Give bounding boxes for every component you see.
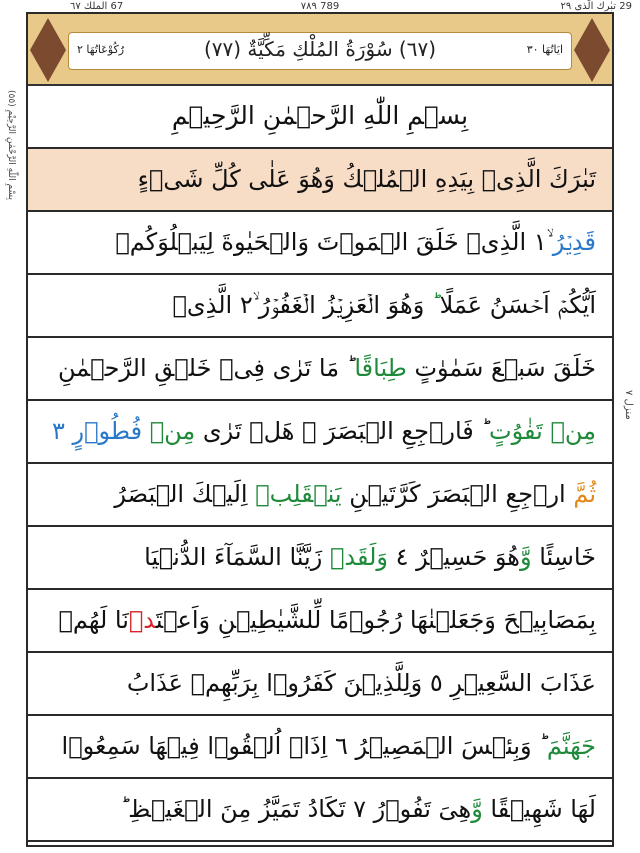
- verse-line: [28, 779, 612, 842]
- verse-text-segment: هِىَ تَفُوۡرُ ٧ تَكَادُ تَمَيَّزُ مِنَ الۡغَيۡظِ ؕ: [120, 795, 472, 823]
- verse-text-segment: وَهُوَ الۡعَزِيۡزُ الۡغَفُوۡرُ ۙ٢ الَّذِىۡ: [172, 291, 425, 319]
- verse-text-segment: تَبٰرَكَ الَّذِىۡ بِيَدِهِ الۡمُلۡكُ وَهُوَ عَلٰى كُلِّ شَىۡءٍ: [137, 165, 596, 193]
- verse-line: [28, 149, 612, 212]
- verse-text-segment: بِمَصَابِيۡحَ وَجَعَلۡنٰهَا رُجُوۡمًا لِّلشَّيٰطِيۡنِ وَاَعۡتَ: [155, 606, 596, 634]
- ruku-count: رُكُوْعَاتُهَا ٢: [77, 43, 125, 56]
- side-note-left: (٥٥) بِسْمِ اللّٰهِ الرَّحْمٰنِ الرَّحِيْمِ: [6, 90, 16, 201]
- bismillah-line: [28, 86, 612, 149]
- verse-text-segment: يَنۡقَلِبۡ: [255, 480, 342, 508]
- juz-label: 29 تبٰرك الّذى ٢٩: [560, 1, 632, 12]
- verse-text-segment: ۙ١ الَّذِىۡ خَلَقَ الۡمَوۡتَ وَالۡحَيٰوةَ لِيَبۡلُوَكُمۡ: [115, 228, 553, 256]
- verse-line: [28, 275, 612, 338]
- verse-text-segment: لَهَا شَهِيۡقًا: [490, 795, 596, 823]
- ayat-count: ايَاتُهَا ٣٠: [526, 43, 563, 56]
- verse-text-segment: ؕ مَا تَرٰى فِىۡ خَلۡقِ الرَّحۡمٰنِ: [58, 354, 355, 382]
- verse-text-segment: ؕ: [424, 291, 440, 319]
- verse-text-segment: هُوَ حَسِيۡرٌ ٤: [387, 543, 520, 571]
- verse-line: [28, 653, 612, 716]
- verse-line: [28, 401, 612, 464]
- surah-header: [28, 14, 612, 86]
- verse-text-segment: خَلَقَ سَبۡعَ سَمٰوٰتٍ: [406, 354, 596, 382]
- verse-line: [28, 590, 612, 653]
- verse-text-segment: نَا لَهُمۡ: [58, 606, 129, 634]
- verse-text-segment: مِنۡ تَفٰوُتٍ: [489, 417, 596, 445]
- verse-line: [28, 212, 612, 275]
- verse-text-segment: ؕ وَبِئۡسَ الۡمَصِيۡرُ ٦ اِذَاۤ اُلۡقُوۡا فِيۡهَا سَمِعُوۡا: [61, 732, 547, 760]
- verse-text-segment: مِنۡ: [149, 417, 196, 445]
- verse-line: [28, 527, 612, 590]
- ornament-left-icon: [30, 18, 66, 82]
- verse-text-segment: اِلَيۡكَ الۡبَصَرُ: [114, 480, 256, 508]
- verse-text-segment: جَهَنَّمَ: [546, 732, 596, 760]
- verse-line: [28, 716, 612, 779]
- verse-line: [28, 338, 612, 401]
- verse-text-segment: خَاسِئًا: [539, 543, 596, 571]
- verse-text-segment: ارۡجِعِ الۡبَصَرَ كَرَّتَيۡنِ: [341, 480, 574, 508]
- surah-label: 67 الملك ٦٧: [70, 1, 124, 12]
- verse-text-segment: ؕ فَارۡجِعِ الۡبَصَرَ ۙ هَلۡ تَرٰى: [195, 417, 490, 445]
- verse-text-segment: وَلَقَدۡ: [329, 543, 388, 571]
- side-note-right: منزل ٧: [623, 390, 634, 420]
- page-number: 789 ٧٨٩: [300, 1, 340, 12]
- verse-text-segment: زَيَّنَّا السَّمَآءَ الدُّنۡيَا: [144, 543, 330, 571]
- verse-text-segment: فُطُوۡرٍ ٣: [51, 417, 150, 445]
- verse-text-segment: دۡ: [128, 606, 156, 634]
- ornament-right-icon: [574, 18, 610, 82]
- verse-text-segment: قَدِيۡرُ: [552, 228, 596, 256]
- verse-line: [28, 464, 612, 527]
- verse-text-segment: ثُمَّ: [573, 480, 596, 508]
- verse-text-segment: وَّ: [471, 795, 491, 823]
- verse-text-segment: وَّ: [519, 543, 540, 571]
- surah-title-box: [68, 32, 572, 70]
- verse-text-segment: بِسۡمِ اللّٰهِ الرَّحۡمٰنِ الرَّحِيۡمِ: [171, 101, 469, 130]
- verse-text-segment: اَيُّكُمۡ اَحۡسَنُ عَمَلًا: [439, 291, 596, 319]
- verse-text-segment: عَذَابَ السَّعِيۡرِ ٥ وَلِلَّذِيۡنَ كَفَرُوۡا بِرَبِّهِمۡ عَذَابُ: [126, 669, 596, 697]
- surah-title: (٦٧) سُوْرَةُ المُلْكِ مَكِّيَّةٌ (٧٧): [203, 37, 437, 61]
- verse-text-segment: طِبَاقًا: [354, 354, 407, 382]
- quran-text: [28, 86, 612, 842]
